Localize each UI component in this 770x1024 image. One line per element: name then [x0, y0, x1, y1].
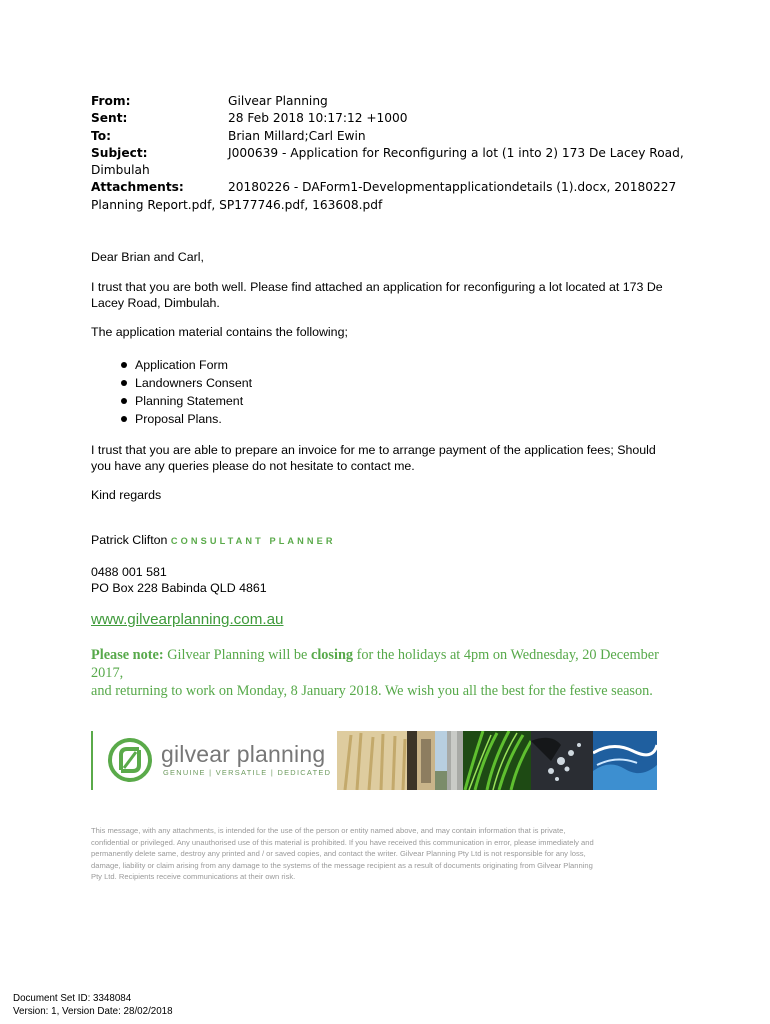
- paragraph-3: [91, 442, 691, 474]
- disclaimer-line-1: This message, with any attachments, is intended for the use of the person or entity named above, and may contain information that is private,: [91, 826, 566, 835]
- website-link[interactable]: www.gilvearplanning.com.au: [91, 611, 284, 628]
- disclaimer-line-5: Pty Ltd. Recipients receive communications at their own risk.: [91, 872, 296, 882]
- to-label: To:: [91, 128, 111, 143]
- disclaimer-line-4: damage, liability or claim arising from any damage to the systems of the message recipient as a result of documents originating from Gilvear Planning: [91, 860, 593, 870]
- signature-phone: 0488 001 581: [91, 565, 167, 579]
- signature-contact: [91, 564, 691, 596]
- attachments-label: Attachments:: [91, 180, 184, 195]
- paragraph-1-line-2: Lacey Road, Dimbulah.: [91, 296, 220, 310]
- document-version: Version: 1, Version Date: 28/02/2018: [13, 1005, 173, 1017]
- note-bold: Please note:: [91, 647, 164, 663]
- ocean-image-icon: [593, 731, 657, 790]
- disclaimer-line-3: permanently delete same, destroy any printed and / or saved copies, and contact the writer. Gilvear Planning Pty Ltd is not responsible for any loss,: [91, 849, 586, 859]
- paragraph-3-line-2: you have any queries please do not hesitate to contact me.: [91, 459, 415, 473]
- list-item-text: Application Form: [135, 358, 228, 372]
- subject-label: Subject:: [91, 145, 148, 160]
- bullet-icon: [121, 416, 127, 422]
- sent-label: Sent:: [91, 111, 128, 126]
- subject-cont-text: Dimbulah: [91, 163, 150, 178]
- attachments-continuation: [91, 197, 691, 214]
- disclaimer-line-2: confidential or privileged. Any unauthorised use of this material is prohibited. If you have received this communication in error, please immediately and: [91, 837, 594, 847]
- signature-title: CONSULTANT PLANNER: [170, 536, 336, 546]
- company-banner: [91, 731, 657, 790]
- paragraph-1-line-1: I trust that you are both well. Please find attached an application for reconfiguring a lot located at 173 De: [91, 280, 663, 294]
- banner-divider: [91, 731, 93, 790]
- to-row: [91, 128, 691, 145]
- list-item: [118, 410, 252, 428]
- list-item: [118, 356, 252, 374]
- sent-row: [91, 110, 691, 127]
- list-item-text: Landowners Consent: [135, 376, 253, 390]
- brand-name: gilvear planning: [161, 741, 326, 767]
- closing: Kind regards: [91, 488, 162, 502]
- holiday-note-line-2: and returning to work on Monday, 8 January 2018. We wish you all the best for the festive season.: [91, 683, 653, 699]
- bullet-icon: [121, 362, 127, 368]
- holiday-note: [91, 646, 691, 700]
- email-header: [91, 93, 691, 214]
- holiday-note-line-1: [91, 646, 691, 682]
- signature-address: PO Box 228 Babinda QLD 4861: [91, 581, 267, 595]
- attachments-value[interactable]: 20180226 - DAForm1-Developmentapplicationdetails (1).docx, 20180227: [228, 180, 677, 195]
- paragraph-1: [91, 279, 691, 311]
- note-closing: closing: [310, 647, 354, 663]
- list-item-text: Planning Statement: [135, 394, 244, 408]
- building-image-icon: [407, 731, 435, 790]
- document-footer: [13, 993, 173, 1018]
- gilvear-logo-icon: [107, 737, 153, 783]
- from-label: From:: [91, 94, 131, 108]
- list-item: [118, 392, 252, 410]
- sky-image-icon: [435, 731, 447, 790]
- subject-value: J000639 - Application for Reconfiguring a lot (1 into 2) 173 De Lacey Road,: [228, 145, 684, 160]
- note-post: for the holidays at 4pm on Wednesday, 20 December 2017,: [91, 647, 659, 681]
- wheat-image-icon: [337, 731, 407, 790]
- subject-continuation: [91, 162, 691, 179]
- brand-tagline: GENUINE | VERSATILE | DEDICATED: [163, 768, 332, 777]
- to-value: Brian Millard;Carl Ewin: [228, 128, 366, 143]
- bullet-icon: [121, 380, 127, 386]
- attachments-row: [91, 179, 691, 196]
- signature-name-line: [91, 532, 691, 549]
- from-row: [91, 93, 691, 110]
- list-item: [118, 374, 252, 392]
- paragraph-2: The application material contains the following;: [91, 325, 348, 339]
- attachments-cont-text[interactable]: Planning Report.pdf, SP177746.pdf, 163608.pdf: [91, 197, 383, 212]
- grass-image-icon: [463, 731, 531, 790]
- from-value: Gilvear Planning: [228, 94, 328, 108]
- paragraph-3-line-1: I trust that you are able to prepare an invoice for me to arrange payment of the application fees; Should: [91, 443, 656, 457]
- document-set-id: Document Set ID: 3348084: [13, 993, 132, 1004]
- bullet-icon: [121, 398, 127, 404]
- signature-name: Patrick Clifton: [91, 533, 168, 547]
- list-item-text: Proposal Plans.: [135, 412, 222, 426]
- note-pre: Gilvear Planning will be: [163, 647, 311, 663]
- water-splash-image-icon: [531, 731, 593, 790]
- concrete-image-icon: [447, 731, 463, 790]
- subject-row: [91, 145, 691, 162]
- sent-value: 28 Feb 2018 10:17:12 +1000: [228, 111, 408, 126]
- greeting: Dear Brian and Carl,: [91, 250, 204, 264]
- attachment-list: [118, 356, 252, 428]
- disclaimer: [91, 825, 687, 883]
